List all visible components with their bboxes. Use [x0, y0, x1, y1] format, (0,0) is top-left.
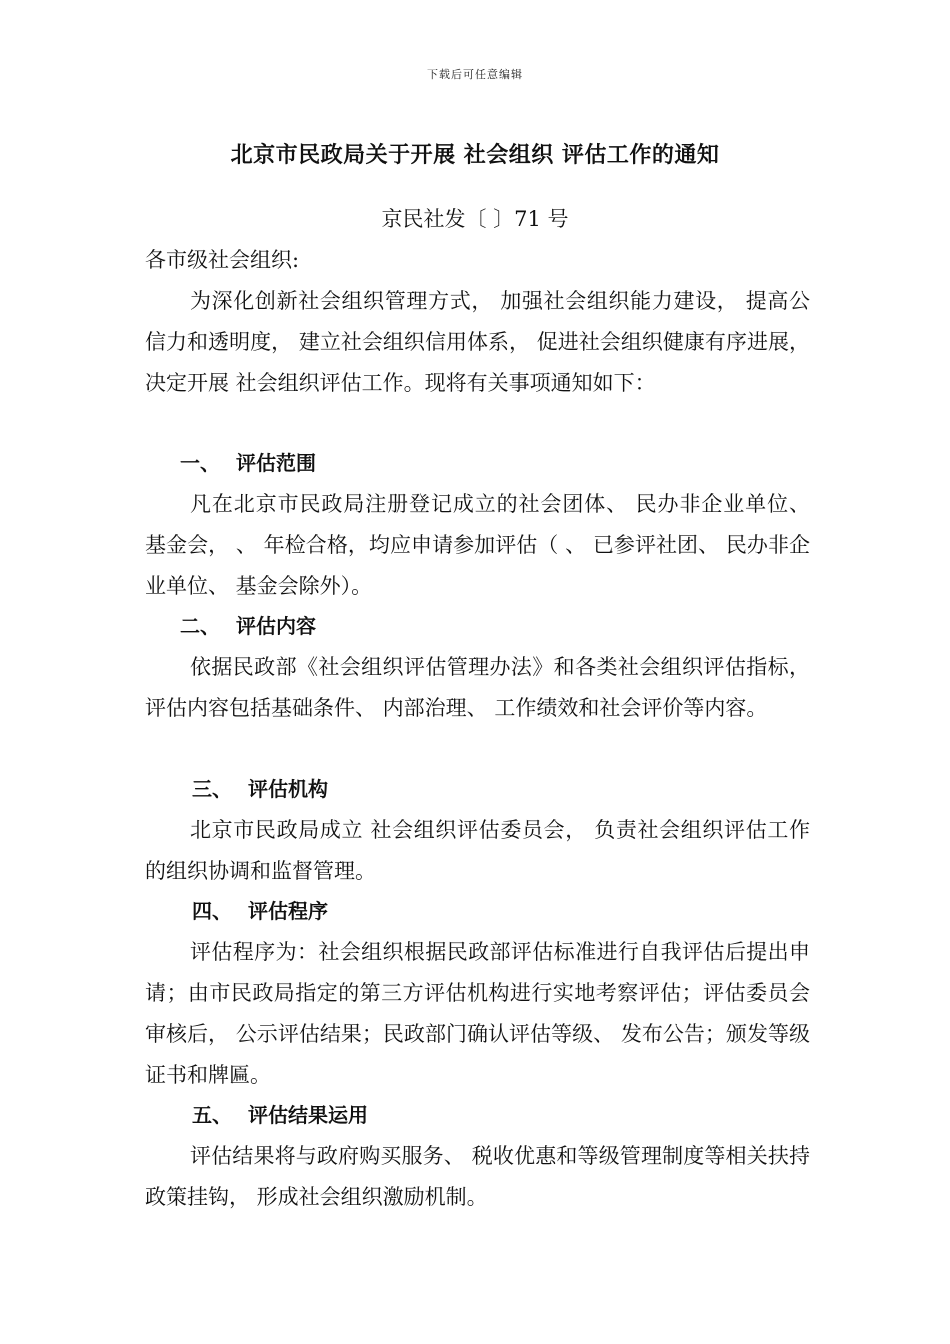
section-text: 凡在北京市民政局注册登记成立的社会团体、 民办非企业单位、 基金会， 、 年检合格，均应申请参加评估（ 、 已参评社团、 民办非企业单位、 基金会除外）。 [145, 492, 810, 598]
section-paragraph-1 [145, 484, 810, 607]
document-number: 京民社发〔 〕71 号 [381, 207, 569, 231]
section-title: 评估机构 [248, 777, 328, 801]
section-heading-3 [192, 769, 328, 810]
section-paragraph-2 [145, 647, 810, 729]
section-paragraph-4 [145, 932, 810, 1096]
section-paragraph-3 [145, 810, 810, 892]
section-number: 三、 [192, 777, 232, 801]
section-title: 评估结果运用 [248, 1103, 368, 1127]
section-heading-1 [180, 443, 316, 484]
section-paragraph-5 [145, 1136, 810, 1218]
section-heading-2 [180, 606, 316, 647]
header-note: 下载后可任意编辑 [427, 68, 523, 81]
section-text: 北京市民政局成立 社会组织评估委员会， 负责社会组织评估工作的组织协调和监督管理。 [145, 818, 810, 883]
section-title: 评估范围 [236, 451, 316, 475]
salutation: 各市级社会组织: [145, 248, 300, 272]
section-text: 依据民政部《社会组织评估管理办法》和各类社会组织评估指标， 评估内容包括基础条件、 内部治理、 工作绩效和社会评价等内容。 [145, 655, 810, 720]
intro-text: 为深化创新社会组织管理方式， 加强社会组织能力建设， 提高公信力和透明度， 建立社会组织信用体系， 促进社会组织健康有序进展， 决定开展 社会组织评估工作。现将有关事项通知如下： [145, 289, 810, 395]
section-title: 评估程序 [248, 899, 328, 923]
intro-paragraph [145, 281, 810, 404]
section-number: 五、 [192, 1103, 232, 1127]
section-number: 一、 [180, 451, 220, 475]
section-number: 四、 [192, 899, 232, 923]
section-number: 二、 [180, 614, 220, 638]
section-text: 评估程序为：社会组织根据民政部评估标准进行自我评估后提出申请；由市民政局指定的第三方评估机构进行实地考察评估；评估委员会审核后， 公示评估结果；民政部门确认评估等级、 发布公告；颁发等级证书和牌匾。 [145, 940, 810, 1087]
section-title: 评估内容 [236, 614, 316, 638]
section-heading-5 [192, 1095, 368, 1136]
section-text: 评估结果将与政府购买服务、 税收优惠和等级管理制度等相关扶持政策挂钩， 形成社会组织激励机制。 [145, 1144, 810, 1209]
section-heading-4 [192, 891, 328, 932]
document-title: 北京市民政局关于开展 社会组织 评估工作的通知 [230, 143, 720, 168]
